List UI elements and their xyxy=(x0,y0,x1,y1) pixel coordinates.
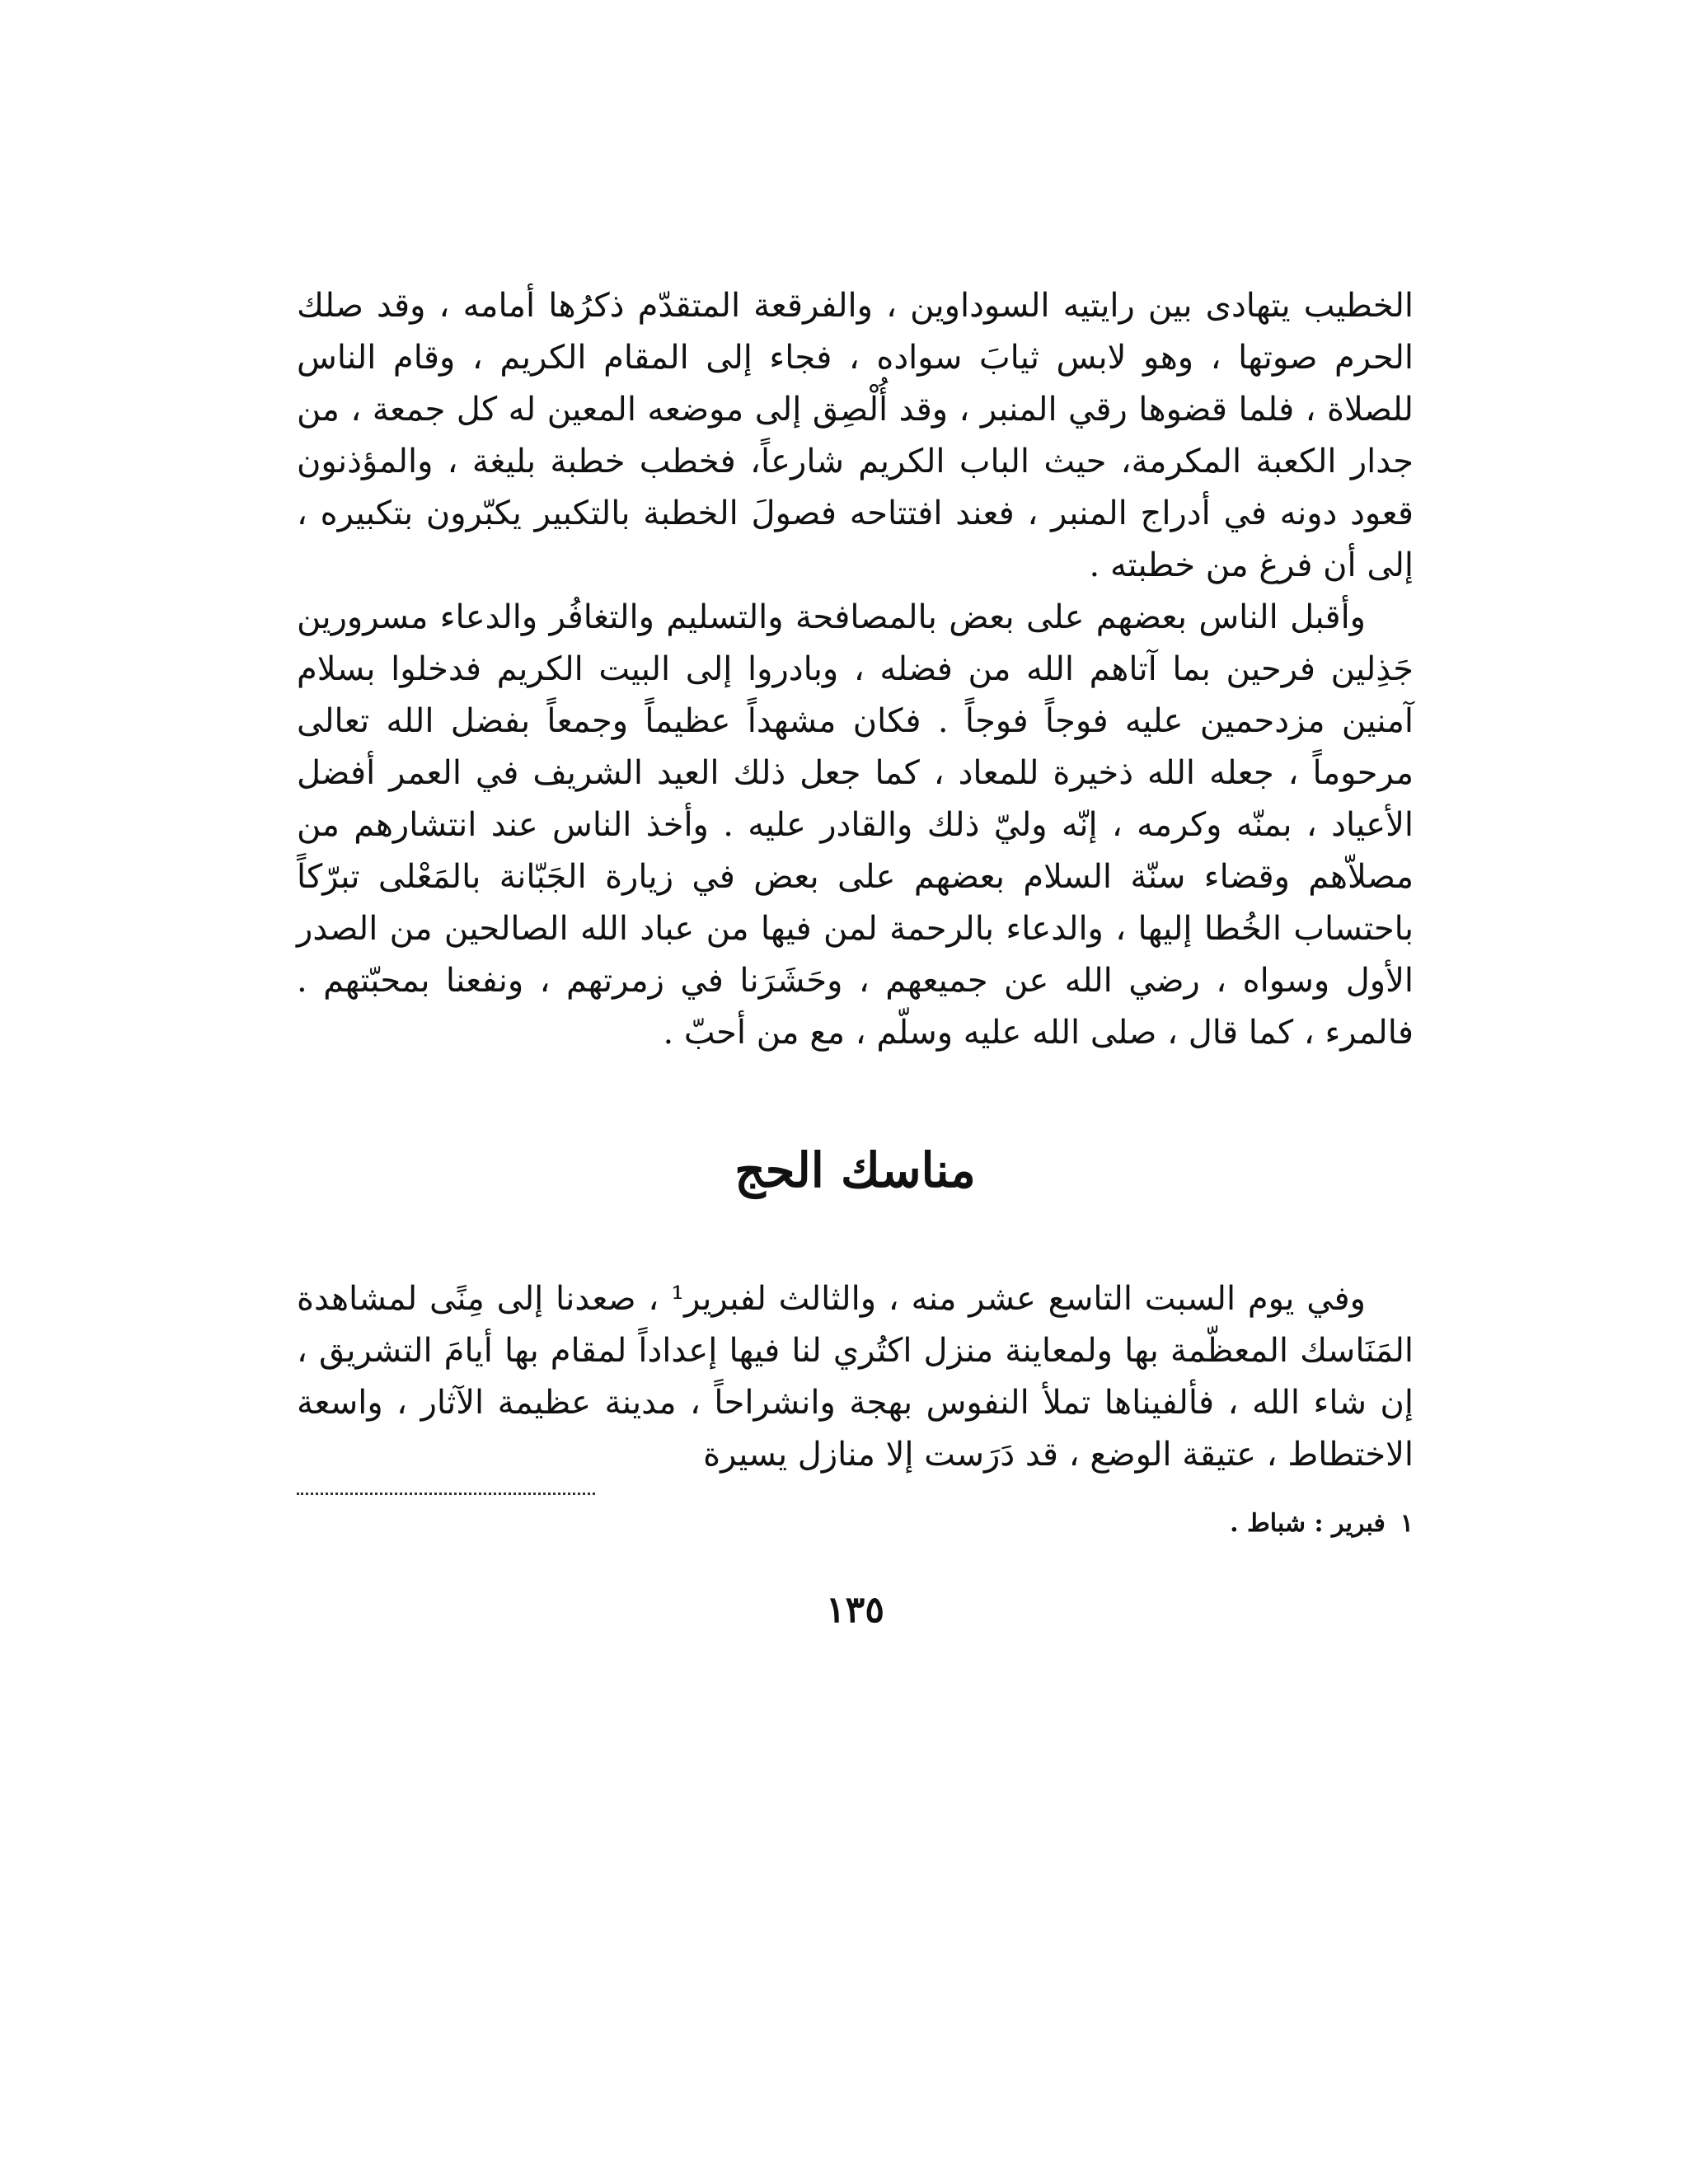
book-page xyxy=(297,280,1414,1635)
footnote-separator-wrap xyxy=(297,1481,1414,1495)
page-number: ١٣٥ xyxy=(826,1589,884,1631)
footnote-separator xyxy=(297,1493,595,1495)
footnote-text: فبرير : شباط . xyxy=(1230,1509,1386,1538)
footnote-number: ١ xyxy=(1400,1509,1414,1538)
paragraph-mina: وفي يوم السبت التاسع عشر منه ، والثالث لفبرير¹ ، صعدنا إلى مِنًى لمشاهدة المَنَاسك المعظّمة بها ولمعاينة منزل اكتُري لنا فيها إعداداً لمقام بها أيامَ التشريق ، إن شاء الله ، فألفيناها تملأ النفوس بهجة وانشراحاً ، مدينة عظيمة الآثار ، واسعة الاختطاط ، عتيقة الوضع ، قد دَرَست إلا منازل يسيرة xyxy=(297,1280,1414,1474)
footnote xyxy=(297,1503,1414,1544)
paragraph-khutba: الخطيب يتهادى بين رايتيه السوداوين ، والفرقعة المتقدّم ذكرُها أمامه ، وقد صلك الحرم صوتها ، وهو لابس ثيابَ سواده ، فجاء إلى المقام الكريم ، وقام الناس للصلاة ، فلما قضوها رقي المنبر ، وقد أُلْصِق إلى موضعه المعين له كل جمعة ، من جدار الكعبة المكرمة، حيث الباب الكريم شارعاً، فخطب خطبة بليغة ، والمؤذنون قعود دونه في أدراج المنبر ، فعند افتتاحه فصولَ الخطبة بالتكبير يكبّرون بتكبيره ، إلى أن فرغ من خطبته . xyxy=(297,287,1414,584)
section-heading: مناسك الحج xyxy=(734,1142,976,1198)
paragraph-eid: وأقبل الناس بعضهم على بعض بالمصافحة والتسليم والتغافُر والدعاء مسرورين جَذِلين فرحين بما آتاهم الله من فضله ، وبادروا إلى البيت الكريم فدخلوا بسلام آمنين مزدحمين عليه فوجاً فوجاً . فكان مشهداً عظيماً وجمعاً بفضل الله تعالى مرحوماً ، جعله الله ذخيرة للمعاد ، كما جعل ذلك العيد الشريف في العمر أفضل الأعياد ، بمنّه وكرمه ، إنّه وليّ ذلك والقادر عليه . وأخذ الناس عند انتشارهم من مصلاّهم وقضاء سنّة السلام بعضهم على بعض في زيارة الجَبّانة بالمَعْلى تبرّكاً باحتساب الخُطا إليها ، والدعاء بالرحمة لمن فيها من عباد الله الصالحين من الصدر الأول وسواه ، رضي الله عن جميعهم ، وحَشَرَنا في زمرتهم ، ونفعنا بمحبّتهم . فالمرء ، كما قال ، صلى الله عليه وسلّم ، مع من أحبّ . xyxy=(297,598,1414,1052)
